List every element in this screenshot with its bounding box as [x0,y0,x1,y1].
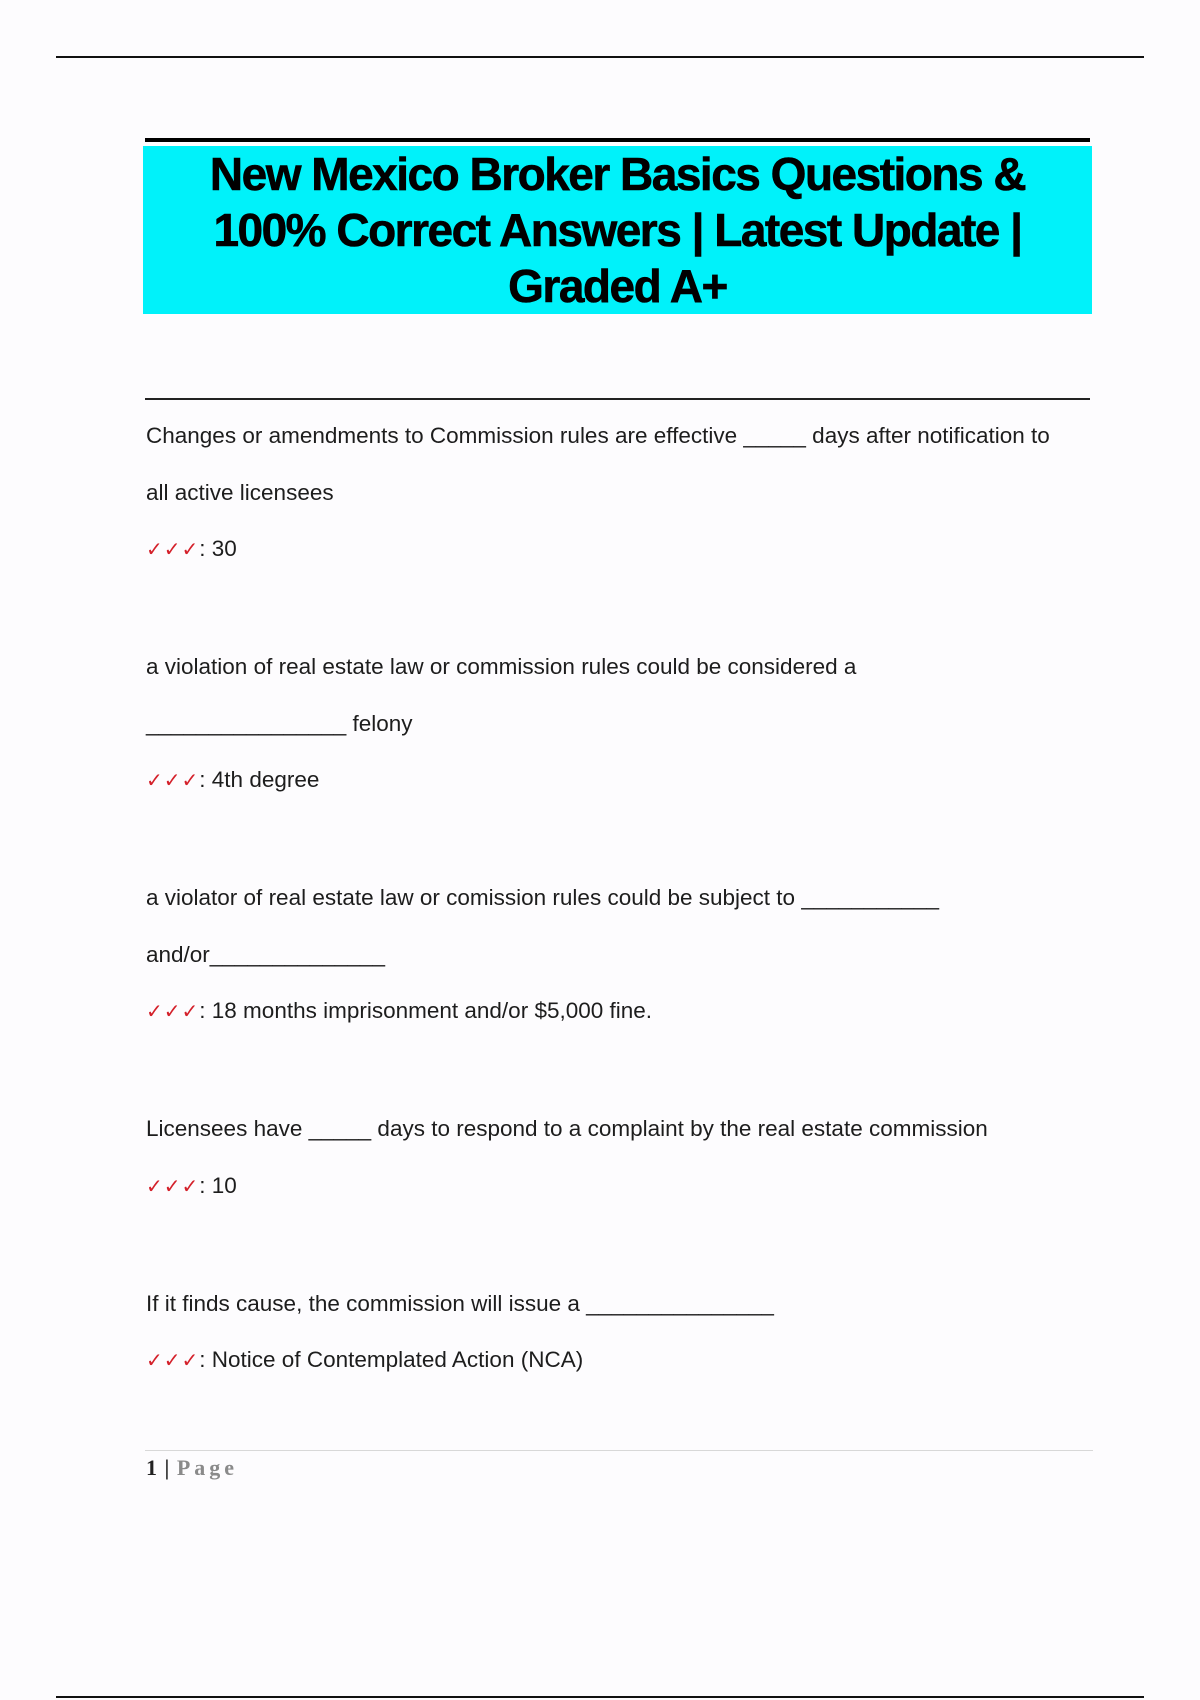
answer-line [146,521,1051,577]
title-banner [143,146,1092,314]
answer-text: : 4th degree [199,767,320,792]
page-label: Page [176,1455,239,1480]
title-top-rule [145,138,1090,142]
answer-line [146,983,1006,1039]
answer-text: : 30 [199,536,237,561]
answer-line [146,1332,1051,1388]
qa-item [146,408,1051,577]
checkmarks-icon: ✓✓✓ [146,999,200,1023]
question-text: Licensees have _____ days to respond to a complaint by the real estate commission [146,1116,988,1141]
page-number: 1 [146,1455,157,1480]
header-divider [145,398,1090,400]
checkmarks-icon: ✓✓✓ [146,537,200,561]
qa-item [146,1101,1086,1214]
document-title: New Mexico Broker Basics Questions & 100% Correct Answers | Latest Update | Graded A+ [209,148,1026,312]
question-text: Changes or amendments to Commission rules are effective _____ days after notification to all active licensees [146,423,1050,505]
qa-item [146,639,906,808]
checkmarks-icon: ✓✓✓ [146,1348,200,1372]
footer-separator: | [164,1455,170,1480]
footer-rule [145,1450,1093,1451]
answer-line [146,1158,1086,1214]
qa-item [146,1276,1051,1389]
answer-text: : 10 [199,1172,237,1198]
question-text: a violation of real estate law or commission rules could be considered a ________________ felony [146,654,857,736]
page-top-rule [56,56,1144,58]
checkmarks-icon: ✓✓✓ [146,1173,200,1198]
answer-text: : Notice of Contemplated Action (NCA) [199,1347,584,1372]
page-footer [146,1454,238,1482]
qa-item [146,870,1006,1039]
question-text: a violator of real estate law or comission rules could be subject to ___________ and/or______________ [146,885,939,967]
qa-list [146,408,1086,1388]
page-bottom-rule [56,1696,1144,1698]
answer-line [146,752,906,808]
answer-text: : 18 months imprisonment and/or $5,000 fine. [199,998,653,1023]
checkmarks-icon: ✓✓✓ [146,768,200,792]
question-text: If it finds cause, the commission will issue a _______________ [146,1290,774,1316]
